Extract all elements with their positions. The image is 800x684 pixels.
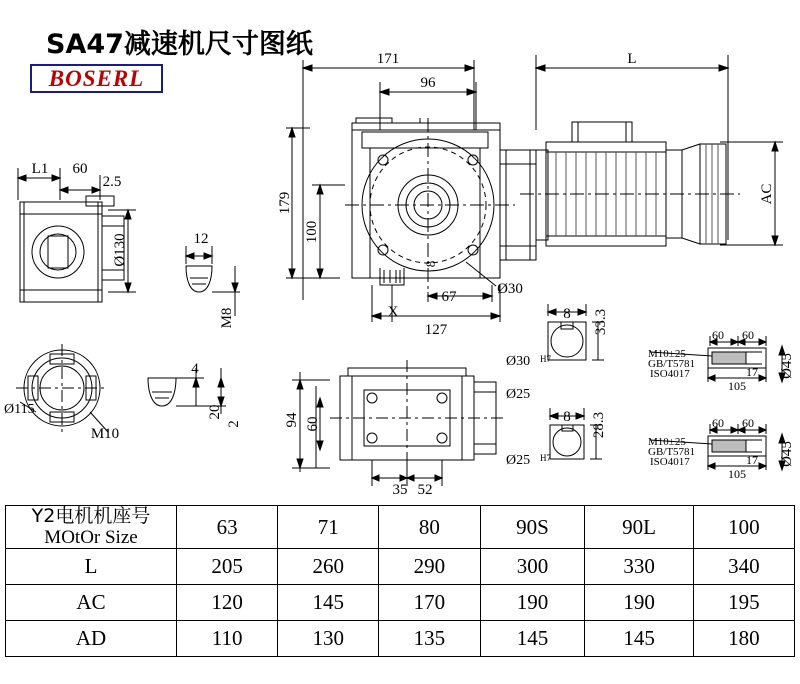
flange1-bolt: M10±25 xyxy=(648,348,686,360)
flange2-std1: GB/T5781 xyxy=(648,446,696,458)
cell: 145 xyxy=(480,621,585,657)
table-col-0: 63 xyxy=(177,506,278,549)
dim-X: X xyxy=(387,304,399,320)
dim-M10: M10 xyxy=(90,426,120,442)
flange2-a: 60 xyxy=(712,416,724,430)
dim-L1: L1 xyxy=(31,161,49,177)
flange2-d: 105 xyxy=(728,467,746,481)
table-col-5: 100 xyxy=(693,506,794,549)
key1-height: 33.3 xyxy=(593,308,609,336)
flange2-dia: Ø45 xyxy=(779,441,795,467)
cell: 145 xyxy=(278,585,379,621)
dim-35: 35 xyxy=(392,482,408,498)
cell: 110 xyxy=(177,621,278,657)
flange1-c: 17 xyxy=(746,365,758,379)
dim-67: 67 xyxy=(441,289,457,305)
table-header-label-en: MOtOr Size xyxy=(44,527,138,548)
cell: 180 xyxy=(693,621,794,657)
dim-L: L xyxy=(627,51,637,67)
cell: 130 xyxy=(278,621,379,657)
cell: 120 xyxy=(177,585,278,621)
dim-2-5: 2.5 xyxy=(102,174,122,190)
dim-96: 96 xyxy=(420,75,436,91)
table-row xyxy=(6,621,795,657)
table-row xyxy=(6,585,795,621)
table-col-3: 90S xyxy=(480,506,585,549)
dim-100: 100 xyxy=(304,220,320,244)
cell: 205 xyxy=(177,549,278,585)
dim-12: 12 xyxy=(193,231,209,247)
row-label-L: L xyxy=(6,549,177,585)
flange1-d: 105 xyxy=(728,379,746,393)
table-col-2: 80 xyxy=(379,506,480,549)
flange1-std1: GB/T5781 xyxy=(648,358,696,370)
dim-d25-tol: H7 xyxy=(540,453,551,463)
flange1-std2: ISO4017 xyxy=(650,368,690,380)
key2-width: 8 xyxy=(563,409,571,425)
cell: 190 xyxy=(585,585,693,621)
flange2-bolt: M10±25 xyxy=(648,436,686,448)
cell: 135 xyxy=(379,621,480,657)
table-header-row xyxy=(6,506,795,549)
dim-d25-section: Ø25 xyxy=(506,387,531,402)
table-row xyxy=(6,549,795,585)
flange2-std2: ISO4017 xyxy=(650,456,690,468)
dim-M8: M8 xyxy=(219,307,235,329)
row-label-AD: AD xyxy=(6,621,177,657)
flange1-a: 60 xyxy=(712,328,724,342)
dim-4: 4 xyxy=(191,361,199,377)
dim-60-bottom: 60 xyxy=(305,416,321,432)
dim-d25-label: Ø25 xyxy=(506,453,531,468)
dim-60-left: 60 xyxy=(72,161,88,177)
dim-d130: Ø130 xyxy=(112,233,128,267)
key1-width: 8 xyxy=(563,306,571,322)
dim-127: 127 xyxy=(424,322,448,338)
table-header-label xyxy=(6,506,177,549)
dim-2: 2 xyxy=(226,420,242,428)
dim-d30-tol: H7 xyxy=(540,354,551,364)
dim-d30-main: Ø30 xyxy=(497,281,523,297)
cell: 330 xyxy=(585,549,693,585)
cell: 170 xyxy=(379,585,480,621)
cell: 190 xyxy=(480,585,585,621)
dim-d30-section: Ø30 xyxy=(506,354,531,369)
dim-AC: AC xyxy=(759,183,775,205)
flange2-b: 60 xyxy=(742,416,754,430)
dim-20: 20 xyxy=(207,404,223,420)
key2-height: 28.3 xyxy=(591,411,607,439)
brand-logo-text: BOSERL xyxy=(48,66,145,91)
table-header-label-cn: Y2电机机座号 xyxy=(31,505,151,527)
flange2-c: 17 xyxy=(746,453,758,467)
row-label-AC: AC xyxy=(6,585,177,621)
dim-171: 171 xyxy=(376,51,400,67)
table-col-4: 90L xyxy=(585,506,693,549)
cell: 290 xyxy=(379,549,480,585)
spec-table xyxy=(5,505,795,657)
dim-52: 52 xyxy=(417,482,433,498)
dim-8-hidden: 8 xyxy=(423,260,438,268)
cell: 195 xyxy=(693,585,794,621)
flange1-dia: Ø45 xyxy=(779,353,795,379)
cell: 340 xyxy=(693,549,794,585)
flange1-b: 60 xyxy=(742,328,754,342)
cell: 300 xyxy=(480,549,585,585)
table-col-1: 71 xyxy=(278,506,379,549)
dim-94: 94 xyxy=(284,412,300,428)
cell: 145 xyxy=(585,621,693,657)
page-title: SA47减速机尺寸图纸 xyxy=(46,29,313,60)
cell: 260 xyxy=(278,549,379,585)
dim-d115: Ø115 xyxy=(4,402,35,417)
dim-179: 179 xyxy=(277,191,293,215)
